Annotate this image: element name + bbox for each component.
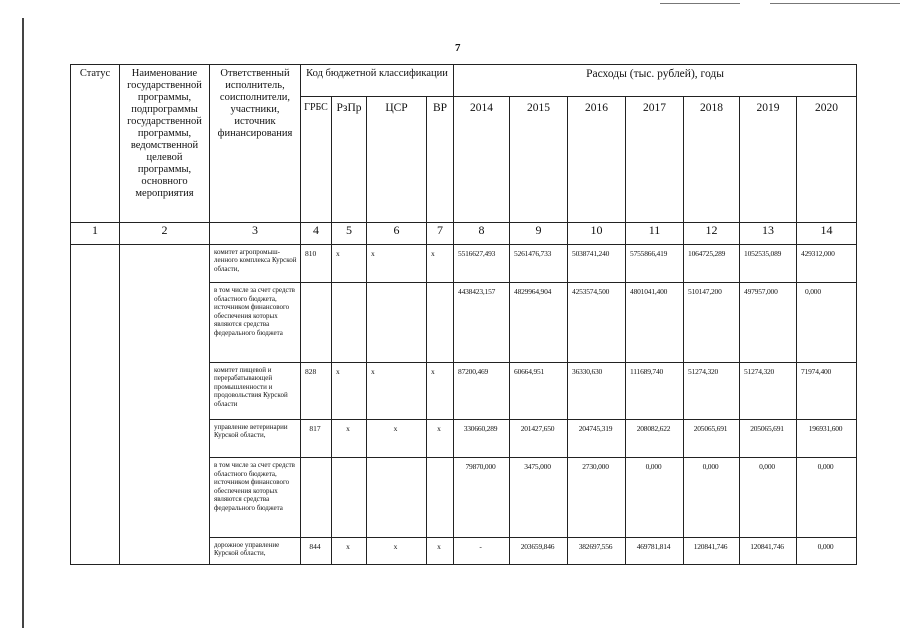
value-cell: 51274,320 [684,362,740,419]
value-cell: 71974,400 [797,362,857,419]
executor-cell: управление ветеринарии Курской области, [210,419,301,458]
column-number: 6 [367,222,427,244]
header-budget-code: Код бюджетной классификации [301,65,454,97]
value-cell: 4253574,500 [568,283,626,362]
value-cell: 4829964,904 [510,283,568,362]
value-cell: 5038741,240 [568,244,626,283]
status-cell [71,244,120,564]
value-cell: 1052535,089 [740,244,797,283]
value-cell: 497957,000 [740,283,797,362]
column-number: 1 [71,222,120,244]
value-cell: 79870,000 [454,458,510,537]
value-cell: 36330,630 [568,362,626,419]
csr-cell [367,458,427,537]
value-cell: 4438423,157 [454,283,510,362]
value-cell: 196931,600 [797,419,857,458]
header-year-2015: 2015 [510,96,568,222]
value-cell: 120841,746 [684,537,740,564]
top-rule-right [770,3,900,4]
value-cell: 203659,846 [510,537,568,564]
column-number: 12 [684,222,740,244]
value-cell: 205065,691 [740,419,797,458]
value-cell: 205065,691 [684,419,740,458]
header-csr: ЦСР [367,96,427,222]
vr-cell: х [427,419,454,458]
vr-cell: х [427,244,454,283]
value-cell: 111689,740 [626,362,684,419]
column-number: 9 [510,222,568,244]
value-cell: 0,000 [740,458,797,537]
value-cell: 208082,622 [626,419,684,458]
value-cell: 5261476,733 [510,244,568,283]
value-cell: 5516627,493 [454,244,510,283]
rzpr-cell: х [332,362,367,419]
executor-cell: в том числе за счет средств областного бюджета, источником финансового обеспечения которых являются средства федерального бюджета [210,458,301,537]
grbs-cell [301,458,332,537]
vr-cell [427,283,454,362]
value-cell: 0,000 [797,283,857,362]
header-year-2017: 2017 [626,96,684,222]
vr-cell: х [427,362,454,419]
grbs-cell: 844 [301,537,332,564]
executor-cell: комитет пищевой и перерабатывающей промышленности и продовольствия Курской области [210,362,301,419]
vr-cell [427,458,454,537]
grbs-cell: 810 [301,244,332,283]
rzpr-cell: х [332,244,367,283]
value-cell: 4801041,400 [626,283,684,362]
header-responsible: Ответственный исполнитель, соисполнители, участники, источник финансирования [210,65,301,223]
value-cell: 5755866,419 [626,244,684,283]
value-cell: 382697,556 [568,537,626,564]
rzpr-cell [332,283,367,362]
header-expenses: Расходы (тыс. рублей), годы [454,65,857,97]
csr-cell [367,283,427,362]
value-cell: 201427,650 [510,419,568,458]
value-cell: 0,000 [626,458,684,537]
column-number-row [71,222,857,244]
value-cell: 330660,289 [454,419,510,458]
column-number: 11 [626,222,684,244]
budget-expenses-table [70,64,857,565]
value-cell: 120841,746 [740,537,797,564]
csr-cell: х [367,244,427,283]
value-cell: 0,000 [684,458,740,537]
value-cell: - [454,537,510,564]
header-year-2014: 2014 [454,96,510,222]
column-number: 4 [301,222,332,244]
column-number: 2 [120,222,210,244]
value-cell: 1064725,289 [684,244,740,283]
page-number: 7 [455,42,461,54]
column-number: 14 [797,222,857,244]
header-year-2020: 2020 [797,96,857,222]
value-cell: 204745,319 [568,419,626,458]
top-rule-left [660,3,740,4]
value-cell: 60664,951 [510,362,568,419]
executor-cell: в том числе за счет средств областного бюджета, источником финансового обеспечения которых являются средства федерального бюджета [210,283,301,362]
value-cell: 0,000 [797,537,857,564]
header-year-2019: 2019 [740,96,797,222]
rzpr-cell [332,458,367,537]
header-status: Статус [71,65,120,223]
column-number: 5 [332,222,367,244]
header-vr: ВР [427,96,454,222]
csr-cell: х [367,362,427,419]
executor-cell: дорожное управление Курской области, [210,537,301,564]
value-cell: 0,000 [797,458,857,537]
value-cell: 469781,814 [626,537,684,564]
header-year-2016: 2016 [568,96,626,222]
csr-cell: х [367,537,427,564]
vr-cell: х [427,537,454,564]
value-cell: 3475,000 [510,458,568,537]
value-cell: 2730,000 [568,458,626,537]
column-number: 3 [210,222,301,244]
value-cell: 510147,200 [684,283,740,362]
grbs-cell: 817 [301,419,332,458]
grbs-cell [301,283,332,362]
value-cell: 429312,000 [797,244,857,283]
page-edge-line [22,18,24,628]
column-number: 13 [740,222,797,244]
rzpr-cell: х [332,537,367,564]
header-program-name: Наименование государственной программы, подпрограммы государственной программы, ведомственной целевой программы, основного мероприятия [120,65,210,223]
csr-cell: х [367,419,427,458]
rzpr-cell: х [332,419,367,458]
header-year-2018: 2018 [684,96,740,222]
column-number: 8 [454,222,510,244]
value-cell: 51274,320 [740,362,797,419]
table-row [71,244,857,283]
header-rzpr: РзПр [332,96,367,222]
column-number: 7 [427,222,454,244]
program-name-cell [120,244,210,564]
column-number: 10 [568,222,626,244]
value-cell: 87200,469 [454,362,510,419]
executor-cell: комитет агропромыш-ленного комплекса Курской области, [210,244,301,283]
grbs-cell: 828 [301,362,332,419]
header-grbs: ГРБС [301,96,332,222]
